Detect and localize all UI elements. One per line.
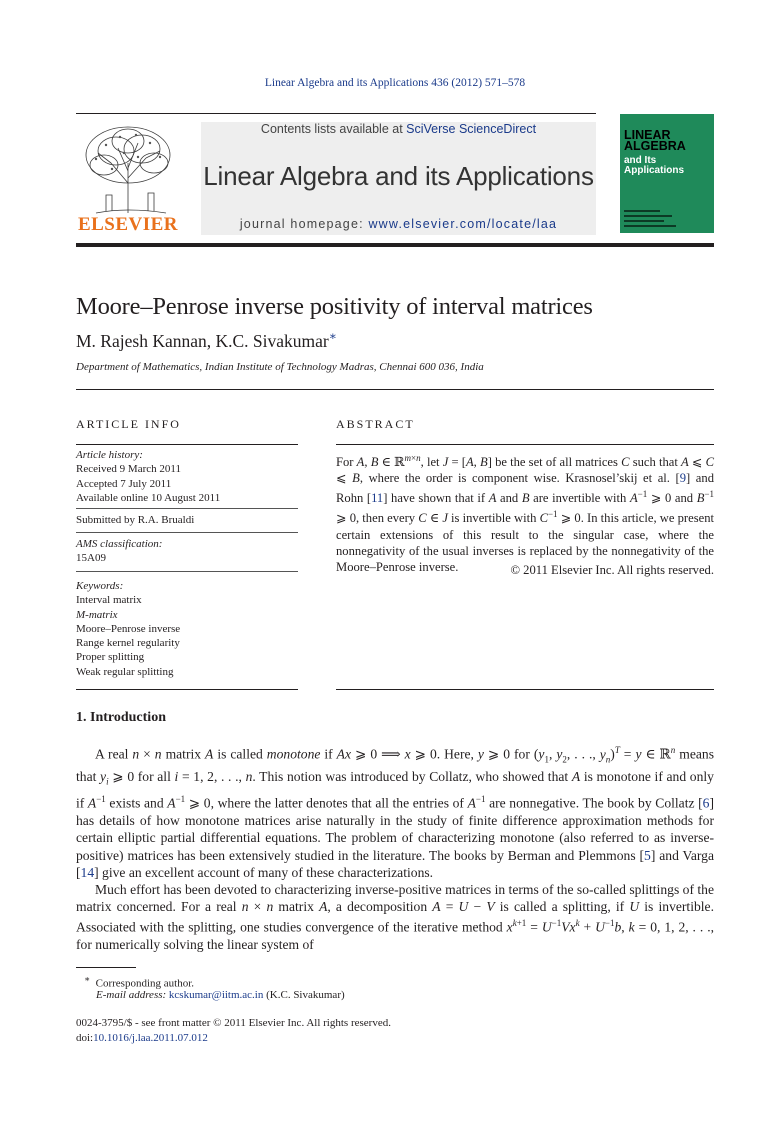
article-info-heading: ARTICLE INFO bbox=[76, 417, 181, 431]
keyword-item: Proper splitting bbox=[76, 651, 145, 664]
contents-prefix: Contents lists available at bbox=[260, 122, 407, 136]
email-label: E-mail address: bbox=[96, 989, 169, 1001]
abstract-body: For A, B ∈ ℝ$^{m\times n}$, let J = [A, B] be the set of all matrices C such that A ⩽ C ⩽ B, where the order is component wise. Krasnosel’skij et al. [9] and Rohn [11] have shown that if A and B are invertible with $A^{-1}$ ⩾ 0 and $B^{-1}$ ⩾ 0, then every C ∈ J is invertible with $C^{-1}$ ⩾ 0. In this article, we present certain extensions of this result to the singular case, where the nonnegativity of the usual inverses is replaced by the nonnegativity of the Moore–Penrose inverse. bbox=[336, 453, 715, 574]
introduction-body bbox=[76, 742, 714, 953]
abstract-copyright: © 2011 Elsevier Inc. All rights reserved. bbox=[510, 563, 714, 577]
keyword-item: Interval matrix bbox=[76, 594, 142, 607]
keywords-label: Keywords: bbox=[76, 580, 124, 592]
doi-line bbox=[76, 1032, 208, 1044]
received-date: Received 9 March 2011 bbox=[76, 463, 181, 476]
ams-code: 15A09 bbox=[76, 552, 106, 565]
keywords bbox=[76, 579, 180, 679]
homepage-prefix: journal homepage: bbox=[239, 217, 369, 231]
issn-line: 0024-3795/$ - see front matter © 2011 Elsevier Inc. All rights reserved. bbox=[76, 1017, 391, 1029]
keyword-item: Weak regular splitting bbox=[76, 665, 174, 678]
doi-label: doi: bbox=[76, 1032, 94, 1044]
cover-subtitle: and Its Applications bbox=[624, 155, 685, 176]
abstract-heading: ABSTRACT bbox=[336, 417, 415, 431]
affiliation: Department of Mathematics, Indian Institute of Technology Madras, Chennai 600 036, India bbox=[76, 361, 484, 373]
author-names: M. Rajesh Kannan, K.C. Sivakumar bbox=[76, 330, 329, 351]
ams-classification bbox=[76, 537, 162, 566]
cover-text-line bbox=[624, 210, 660, 212]
corresponding-author-mark[interactable]: ∗ bbox=[328, 329, 337, 343]
divider bbox=[76, 571, 298, 572]
homepage-link[interactable]: www.elsevier.com/locate/laa bbox=[368, 217, 558, 231]
ams-label: AMS classification: bbox=[76, 538, 163, 550]
authors bbox=[76, 329, 337, 352]
divider bbox=[76, 689, 298, 690]
footnote-email bbox=[96, 989, 345, 1001]
header-rule bbox=[76, 113, 596, 114]
email-owner: (K.C. Sivakumar) bbox=[263, 989, 345, 1001]
journal-banner bbox=[201, 122, 596, 235]
homepage-line bbox=[201, 217, 596, 231]
keyword-item: M-matrix bbox=[76, 608, 118, 621]
elsevier-logo[interactable] bbox=[76, 123, 180, 235]
cover-text-line bbox=[624, 215, 672, 217]
journal-citation[interactable]: Linear Algebra and its Applications 436 (2012) 571–578 bbox=[264, 77, 526, 89]
introduction-heading: 1. Introduction bbox=[76, 710, 166, 725]
footnote-text: Corresponding author. bbox=[95, 977, 195, 990]
intro-paragraph: Much effort has been devoted to characterizing inverse-positive matrices in terms of the so-called splittings of the matrix concerned. For a real n × n matrix A, a decomposition A = U − V is called a splitting, if U is invertible. Associated with the splitting, one studies convergence of the iterative method $x^{k+1} = U^{-1}Vx^k + U^{-1}b$, k = 0, 1, 2, . . ., for numerically solving the linear system of bbox=[76, 881, 715, 953]
article-history bbox=[76, 448, 220, 505]
cover-text-line bbox=[624, 225, 676, 227]
contents-line bbox=[201, 122, 596, 136]
publisher-wordmark: ELSEVIER bbox=[77, 214, 179, 235]
header-thick-rule bbox=[76, 243, 714, 247]
paper-title: Moore–Penrose inverse positivity of interval matrices bbox=[76, 293, 593, 320]
divider bbox=[76, 389, 714, 390]
intro-paragraph: A real n × n matrix A is called monotone if Ax ⩾ 0 ⟹ x ⩾ 0. Here, y ⩾ 0 for ($y_1$, $y_2$, . . ., $y_n)^T = y$ ∈ ℝ$^n$ means that $y_i$ ⩾ 0 for all i = 1, 2, . . ., n. This notion was introduced by Collatz, who showed that A is monotone if and only if $A^{-1}$ exists and $A^{-1}$ ⩾ 0, where the latter denotes that all the entries of $A^{-1}$ are nonnegative. The book by Collatz [6] has details of how monotone matrices arise naturally in the study of finite difference approximation methods for certain elliptic partial differential equations. The problem of characterizing monotone (also referred to as inverse-positive) matrices has been extensively studied in the literature. The books by Berman and Plemmons [5] and Varga [14] give an excellent account of many of these characterizations. bbox=[76, 745, 714, 880]
keyword-item: Moore–Penrose inverse bbox=[76, 622, 181, 635]
divider bbox=[76, 444, 298, 445]
submitted-by: Submitted by R.A. Brualdi bbox=[76, 514, 195, 526]
footnote-rule bbox=[76, 967, 136, 968]
divider bbox=[336, 444, 714, 445]
divider bbox=[336, 689, 714, 690]
history-label: Article history: bbox=[76, 449, 143, 461]
accepted-date: Accepted 7 July 2011 bbox=[76, 477, 172, 490]
tree-icon bbox=[76, 123, 180, 215]
divider bbox=[76, 508, 298, 509]
cover-text-line bbox=[624, 220, 664, 222]
footnote-corresponding bbox=[84, 974, 194, 990]
online-date: Available online 10 August 2011 bbox=[76, 491, 221, 504]
doi-link[interactable]: 10.1016/j.laa.2011.07.012 bbox=[93, 1032, 208, 1044]
divider bbox=[76, 532, 298, 533]
sciencedirect-link[interactable]: SciVerse ScienceDirect bbox=[406, 122, 537, 136]
email-link[interactable]: kcskumar@iitm.ac.in bbox=[168, 989, 264, 1001]
keyword-item: Range kernel regularity bbox=[76, 637, 180, 650]
footnote-mark: ∗ bbox=[84, 974, 91, 984]
journal-cover[interactable] bbox=[620, 114, 714, 233]
journal-title: Linear Algebra and its Applications bbox=[203, 161, 594, 191]
cover-title: LINEAR ALGEBRA bbox=[624, 128, 686, 153]
